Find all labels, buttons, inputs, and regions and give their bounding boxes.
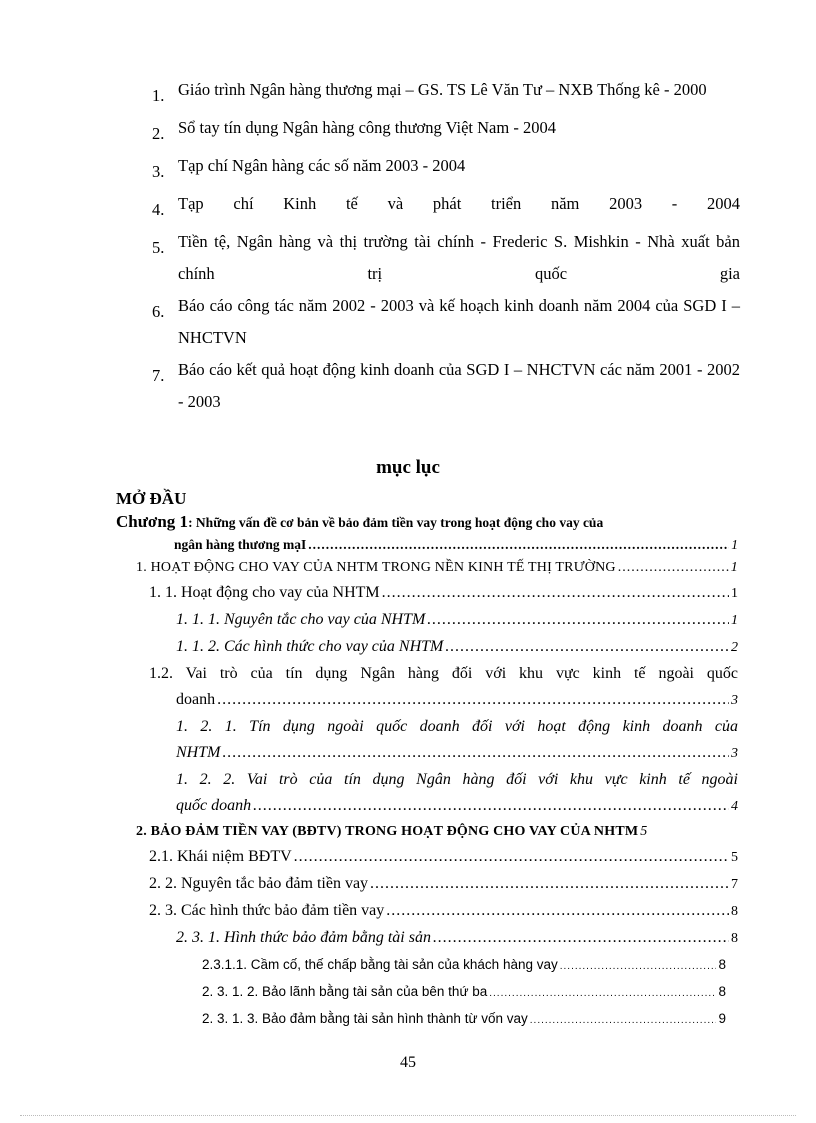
toc-intro: MỞ ĐẦU (116, 489, 187, 508)
toc-title: mục lục (376, 457, 440, 478)
reference-number: 6. (152, 302, 165, 321)
toc-entry[interactable] (116, 634, 738, 661)
reference-text: Báo cáo kết quả hoạt động kinh doanh của SGD I – NHCTVN các năm 2001 - 2002 - 2003 (178, 360, 740, 411)
page-ref: 3 (731, 693, 738, 708)
toc-entry-text: 2. 3. Các hình thức bảo đảm tiền vay (149, 902, 385, 919)
chapter-title: : Những vấn đề cơ bản về bảo đảm tiền vay trong hoạt động cho vay của (188, 515, 604, 530)
toc-entry[interactable] (116, 767, 738, 793)
dot-leader (560, 954, 717, 979)
reference-number: 4. (152, 200, 165, 219)
toc-chapter-cont (116, 534, 738, 556)
reference-item (152, 354, 740, 418)
toc-entry[interactable] (116, 1006, 738, 1033)
page-ref: 1 (731, 586, 738, 601)
toc-entry[interactable] (116, 925, 738, 952)
dot-leader (386, 898, 729, 924)
dot-leader (217, 687, 729, 713)
toc-entry-cont[interactable] (116, 793, 738, 820)
toc-entry-text: 1.2. Vai trò của tín dụng Ngân hàng đối với khu vực kinh tế ngoài quốc (149, 665, 738, 682)
reference-text: Tiền tệ, Ngân hàng và thị trường tài chính - Frederic S. Mishkin - Nhà xuất bản chính trị quốc gia (178, 232, 740, 283)
reference-text: Tạp chí Ngân hàng các số năm 2003 - 2004 (178, 156, 466, 175)
dot-leader (222, 740, 729, 766)
toc-entry-text: 1. 1. Hoạt động cho vay của NHTM (149, 584, 380, 601)
page-ref: 7 (731, 877, 738, 892)
toc-entry[interactable] (116, 844, 738, 871)
reference-number: 7. (152, 366, 165, 385)
dot-leader (382, 580, 729, 606)
reference-text: Báo cáo công tác năm 2002 - 2003 và kế hoạch kinh doanh năm 2004 của SGD I – NHCTVN (178, 296, 740, 347)
reference-number: 1. (152, 86, 165, 105)
dot-leader (433, 925, 729, 951)
toc-entry-text: 1. 2. 1. Tín dụng ngoài quốc doanh đối với hoạt động kinh doanh của (176, 718, 738, 735)
page-ref: 8 (731, 931, 738, 946)
table-of-contents (116, 487, 738, 1033)
toc-entry-text: 2.3.1.1. Cầm cố, thế chấp bằng tài sản của khách hàng vay (202, 957, 558, 972)
toc-entry[interactable] (116, 556, 738, 580)
toc-entry-text: 2. 3. 1. 3. Bảo đảm bằng tài sản hình thành từ vốn vay (202, 1011, 528, 1026)
reference-text: Sổ tay tín dụng Ngân hàng công thương Việt Nam - 2004 (178, 118, 556, 137)
dot-leader (253, 793, 729, 819)
toc-entry[interactable] (116, 714, 738, 740)
toc-chapter (116, 511, 738, 534)
dot-leader (308, 534, 729, 556)
page-ref: 9 (718, 1011, 726, 1026)
toc-entry[interactable] (116, 661, 738, 687)
toc-entry[interactable] (116, 607, 738, 634)
page-ref: 8 (718, 984, 726, 999)
toc-entry-cont[interactable] (116, 740, 738, 767)
toc-entry-text: 1. 1. 2. Các hình thức cho vay của NHTM (176, 638, 444, 655)
toc-entry[interactable] (116, 898, 738, 925)
toc-entry-text: 2. BẢO ĐẢM TIỀN VAY (BĐTV) TRONG HOẠT ĐỘNG CHO VAY CỦA NHTM (136, 824, 639, 839)
toc-entry-text: 1. 2. 2. Vai trò của tín dụng Ngân hàng đối với khu vực kinh tế ngoài (176, 771, 738, 788)
dot-leader (489, 981, 716, 1006)
dot-leader (618, 556, 729, 580)
reference-text: Tạp chí Kinh tế và phát triển năm 2003 - 2004 (178, 194, 740, 213)
page-number: 45 (400, 1054, 416, 1071)
page-ref: 1 (730, 560, 738, 575)
reference-text: Giáo trình Ngân hàng thương mại – GS. TS Lê Văn Tư – NXB Thống kê - 2000 (178, 80, 707, 99)
page-ref: 1 (731, 537, 738, 552)
page-ref: 8 (731, 904, 738, 919)
toc-entry-text: 1. 1. 1. Nguyên tắc cho vay của NHTM (176, 611, 426, 628)
page-ref: 3 (731, 746, 738, 761)
toc-entry-text-cont: NHTM (176, 744, 221, 761)
page-divider (20, 1115, 796, 1116)
reference-item (152, 150, 740, 188)
toc-entry[interactable] (116, 979, 738, 1006)
toc-entry-cont[interactable] (116, 687, 738, 714)
toc-entry-text: 2. 3. 1. 2. Bảo lãnh bằng tài sản của bên thứ ba (202, 984, 488, 999)
dot-leader (370, 871, 729, 897)
reference-number: 3. (152, 162, 165, 181)
toc-entry[interactable] (116, 580, 738, 607)
toc-entry-text-cont: doanh (176, 691, 216, 708)
page-ref: 5 (640, 824, 648, 839)
chapter-label: Chương 1 (116, 512, 189, 531)
dot-leader (445, 634, 729, 660)
reference-item (152, 74, 740, 112)
dot-leader (530, 1008, 717, 1033)
dot-leader (427, 607, 729, 633)
toc-entry[interactable] (116, 820, 738, 844)
reference-list (152, 74, 740, 418)
chapter-title-cont: ngân hàng thương mạI (174, 537, 307, 552)
toc-entry-text-cont: quốc doanh (176, 797, 252, 814)
toc-entry-text: 2. 3. 1. Hình thức bảo đảm bằng tài sản (176, 929, 431, 946)
reference-number: 5. (152, 238, 165, 257)
toc-entry-text: 2. 2. Nguyên tắc bảo đảm tiền vay (149, 875, 369, 892)
toc-entry[interactable] (116, 952, 738, 979)
dot-leader (294, 844, 729, 870)
page-ref: 8 (718, 957, 726, 972)
page-ref: 4 (731, 799, 738, 814)
toc-entry-text: 1. HOẠT ĐỘNG CHO VAY CỦA NHTM TRONG NỀN KINH TẾ THỊ TRƯỜNG (136, 560, 616, 575)
toc-entry-text: 2.1. Khái niệm BĐTV (149, 848, 292, 865)
reference-item (152, 226, 740, 290)
page-ref: 1 (731, 613, 738, 628)
reference-item (152, 188, 740, 226)
page-ref: 2 (731, 640, 738, 655)
toc-entry[interactable] (116, 871, 738, 898)
reference-item (152, 112, 740, 150)
page-ref: 5 (731, 850, 738, 865)
reference-item (152, 290, 740, 354)
reference-number: 2. (152, 124, 165, 143)
